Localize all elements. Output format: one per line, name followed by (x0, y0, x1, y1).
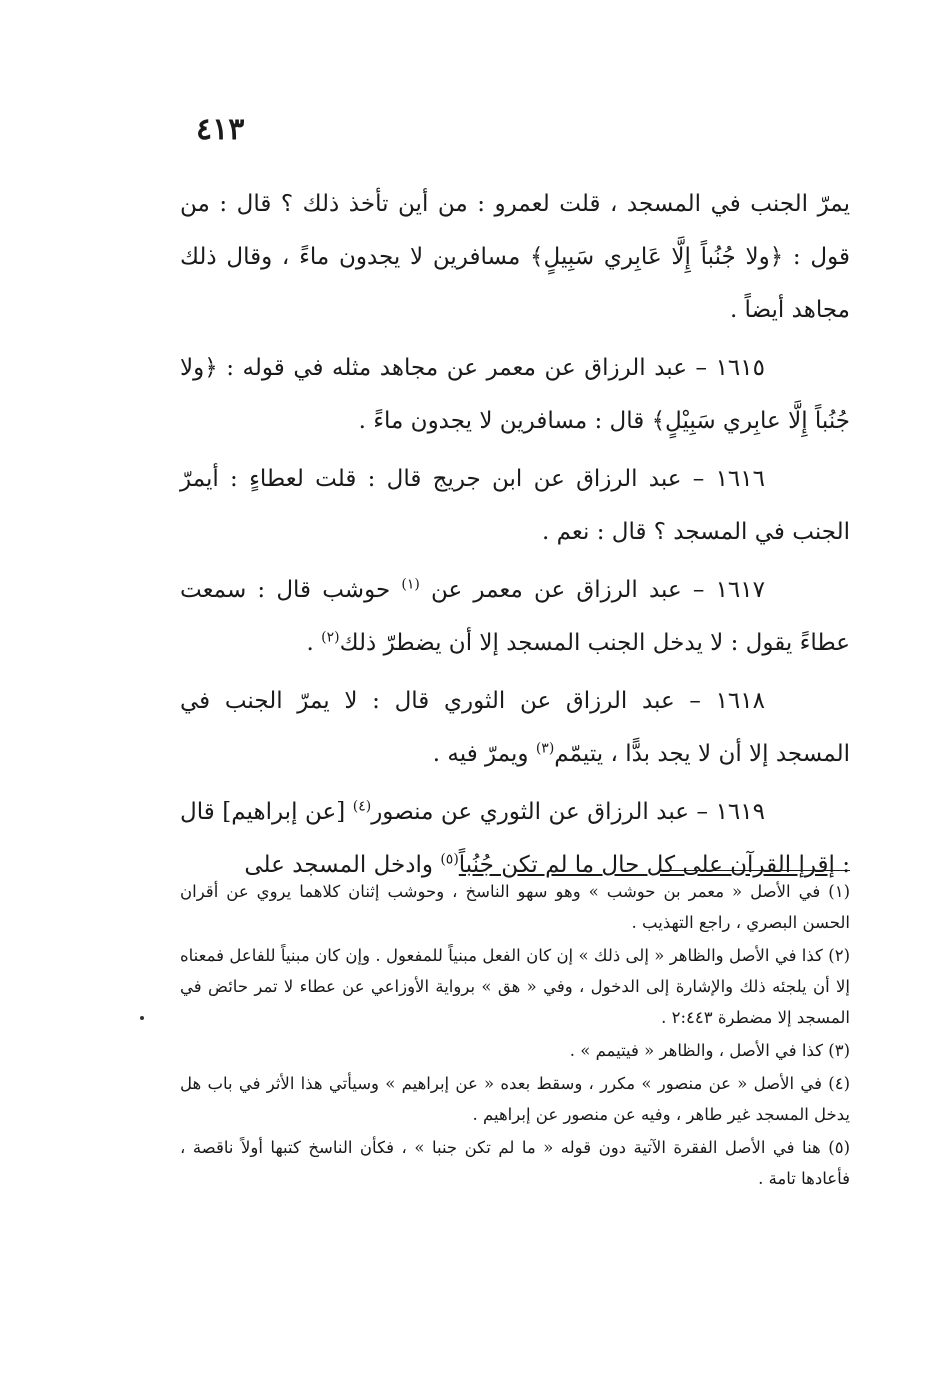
main-text (180, 178, 850, 897)
hadith-1617-part-a: ١٦١٧ – عبد الرزاق عن معمر عن (431, 577, 765, 603)
hadith-1619-part-a: ١٦١٩ – عبد الرزاق عن الثوري عن منصور (371, 799, 765, 825)
footnote-1: (١) في الأصل « معمر بن حوشب » وهو سهو الناسخ ، وحوشب إثنان كلاهما يروي عن أقران الحسن البصري ، راجع التهذيب . (180, 882, 850, 932)
footnote-ref-4: (٤) (352, 798, 372, 815)
hadith-1619-underlined: إقرإ القرآن على كل حال ما لم تكن جُنُباً (458, 852, 835, 878)
footnote-5: (٥) هنا في الأصل الفقرة الآتية دون قوله « ما لم تكن جنبا » ، فكأن الناسخ كتبها أولاً ناقصة ، فأعادها تامة . (180, 1138, 850, 1188)
page-number: ٤١٣ (196, 112, 245, 147)
hadith-1619-part-b: [عن إبراهيم] قال : (180, 799, 850, 878)
hadith-1617 (180, 564, 850, 670)
paragraph-continuation: يمرّ الجنب في المسجد ، قلت لعمرو : من أين تأخذ ذلك ؟ قال : من قول : ﴿ولا جُنُباً إِلَّا عَابِري سَبِيلٍ﴾ مسافرين لا يجدون ماءً ، وقال ذلك مجاهد أيضاً . (180, 191, 850, 323)
footnote-ref-5: (٥) (440, 851, 459, 868)
hadith-1616: ١٦١٦ – عبد الرزاق عن ابن جريج قال : قلت لعطاءٍ : أيمرّ الجنب في المسجد ؟ قال : نعم . (180, 466, 850, 545)
footnote-3: (٣) كذا في الأصل ، والظاهر « فيتيمم » . (569, 1041, 850, 1060)
hadith-1615: ١٦١٥ – عبد الرزاق عن معمر عن مجاهد مثله في قوله : ﴿ولا جُنُباً إِلَّا عابِري سَبِيْلٍ﴾ قال : مسافرين لا يجدون ماءً . (180, 355, 850, 434)
footnote-ref-1: (١) (401, 576, 420, 593)
scan-speck (140, 1016, 144, 1020)
hadith-1618-part-b: ويمرّ فيه . (432, 741, 529, 767)
hadith-1617-part-b: حوشب قال : سمعت عطاءً يقول : لا يدخل الجنب المسجد إلا أن يضطرّ ذلك (180, 577, 850, 656)
hadith-1619-part-c: وادخل المسجد على (244, 852, 434, 878)
footnote-ref-2: (٢) (321, 629, 340, 646)
hadith-1618 (180, 675, 850, 781)
footnote-2: (٢) كذا في الأصل والظاهر « إلى ذلك » إن كان الفعل مبنياً للمفعول . وإن كان مبنياً للفاعل فمعناه إلا أن يلجئه ذلك والإشارة إلى الدخول ، وفي « هق » برواية الأوزاعي عن عطاء لا تمر حائض في المسجد إلا مضطرة ٢:٤٤٣ . (180, 946, 850, 1027)
hadith-1618-part-a: ١٦١٨ – عبد الرزاق عن الثوري قال : لا يمرّ الجنب في المسجد إلا أن لا يجد بدًّا ، يتيمّم (180, 688, 850, 767)
hadith-1617-part-c: . (306, 630, 314, 656)
footnote-ref-3: (٣) (535, 740, 555, 757)
footnotes (180, 876, 850, 1196)
footnote-4: (٤) في الأصل « عن منصور » مكرر ، وسقط بعده « عن إبراهيم » وسيأتي هذا الأثر في باب هل يدخل المسجد غير طاهر ، وفيه عن منصور عن إبراهيم . (180, 1074, 850, 1124)
footnote-divider (668, 870, 850, 871)
